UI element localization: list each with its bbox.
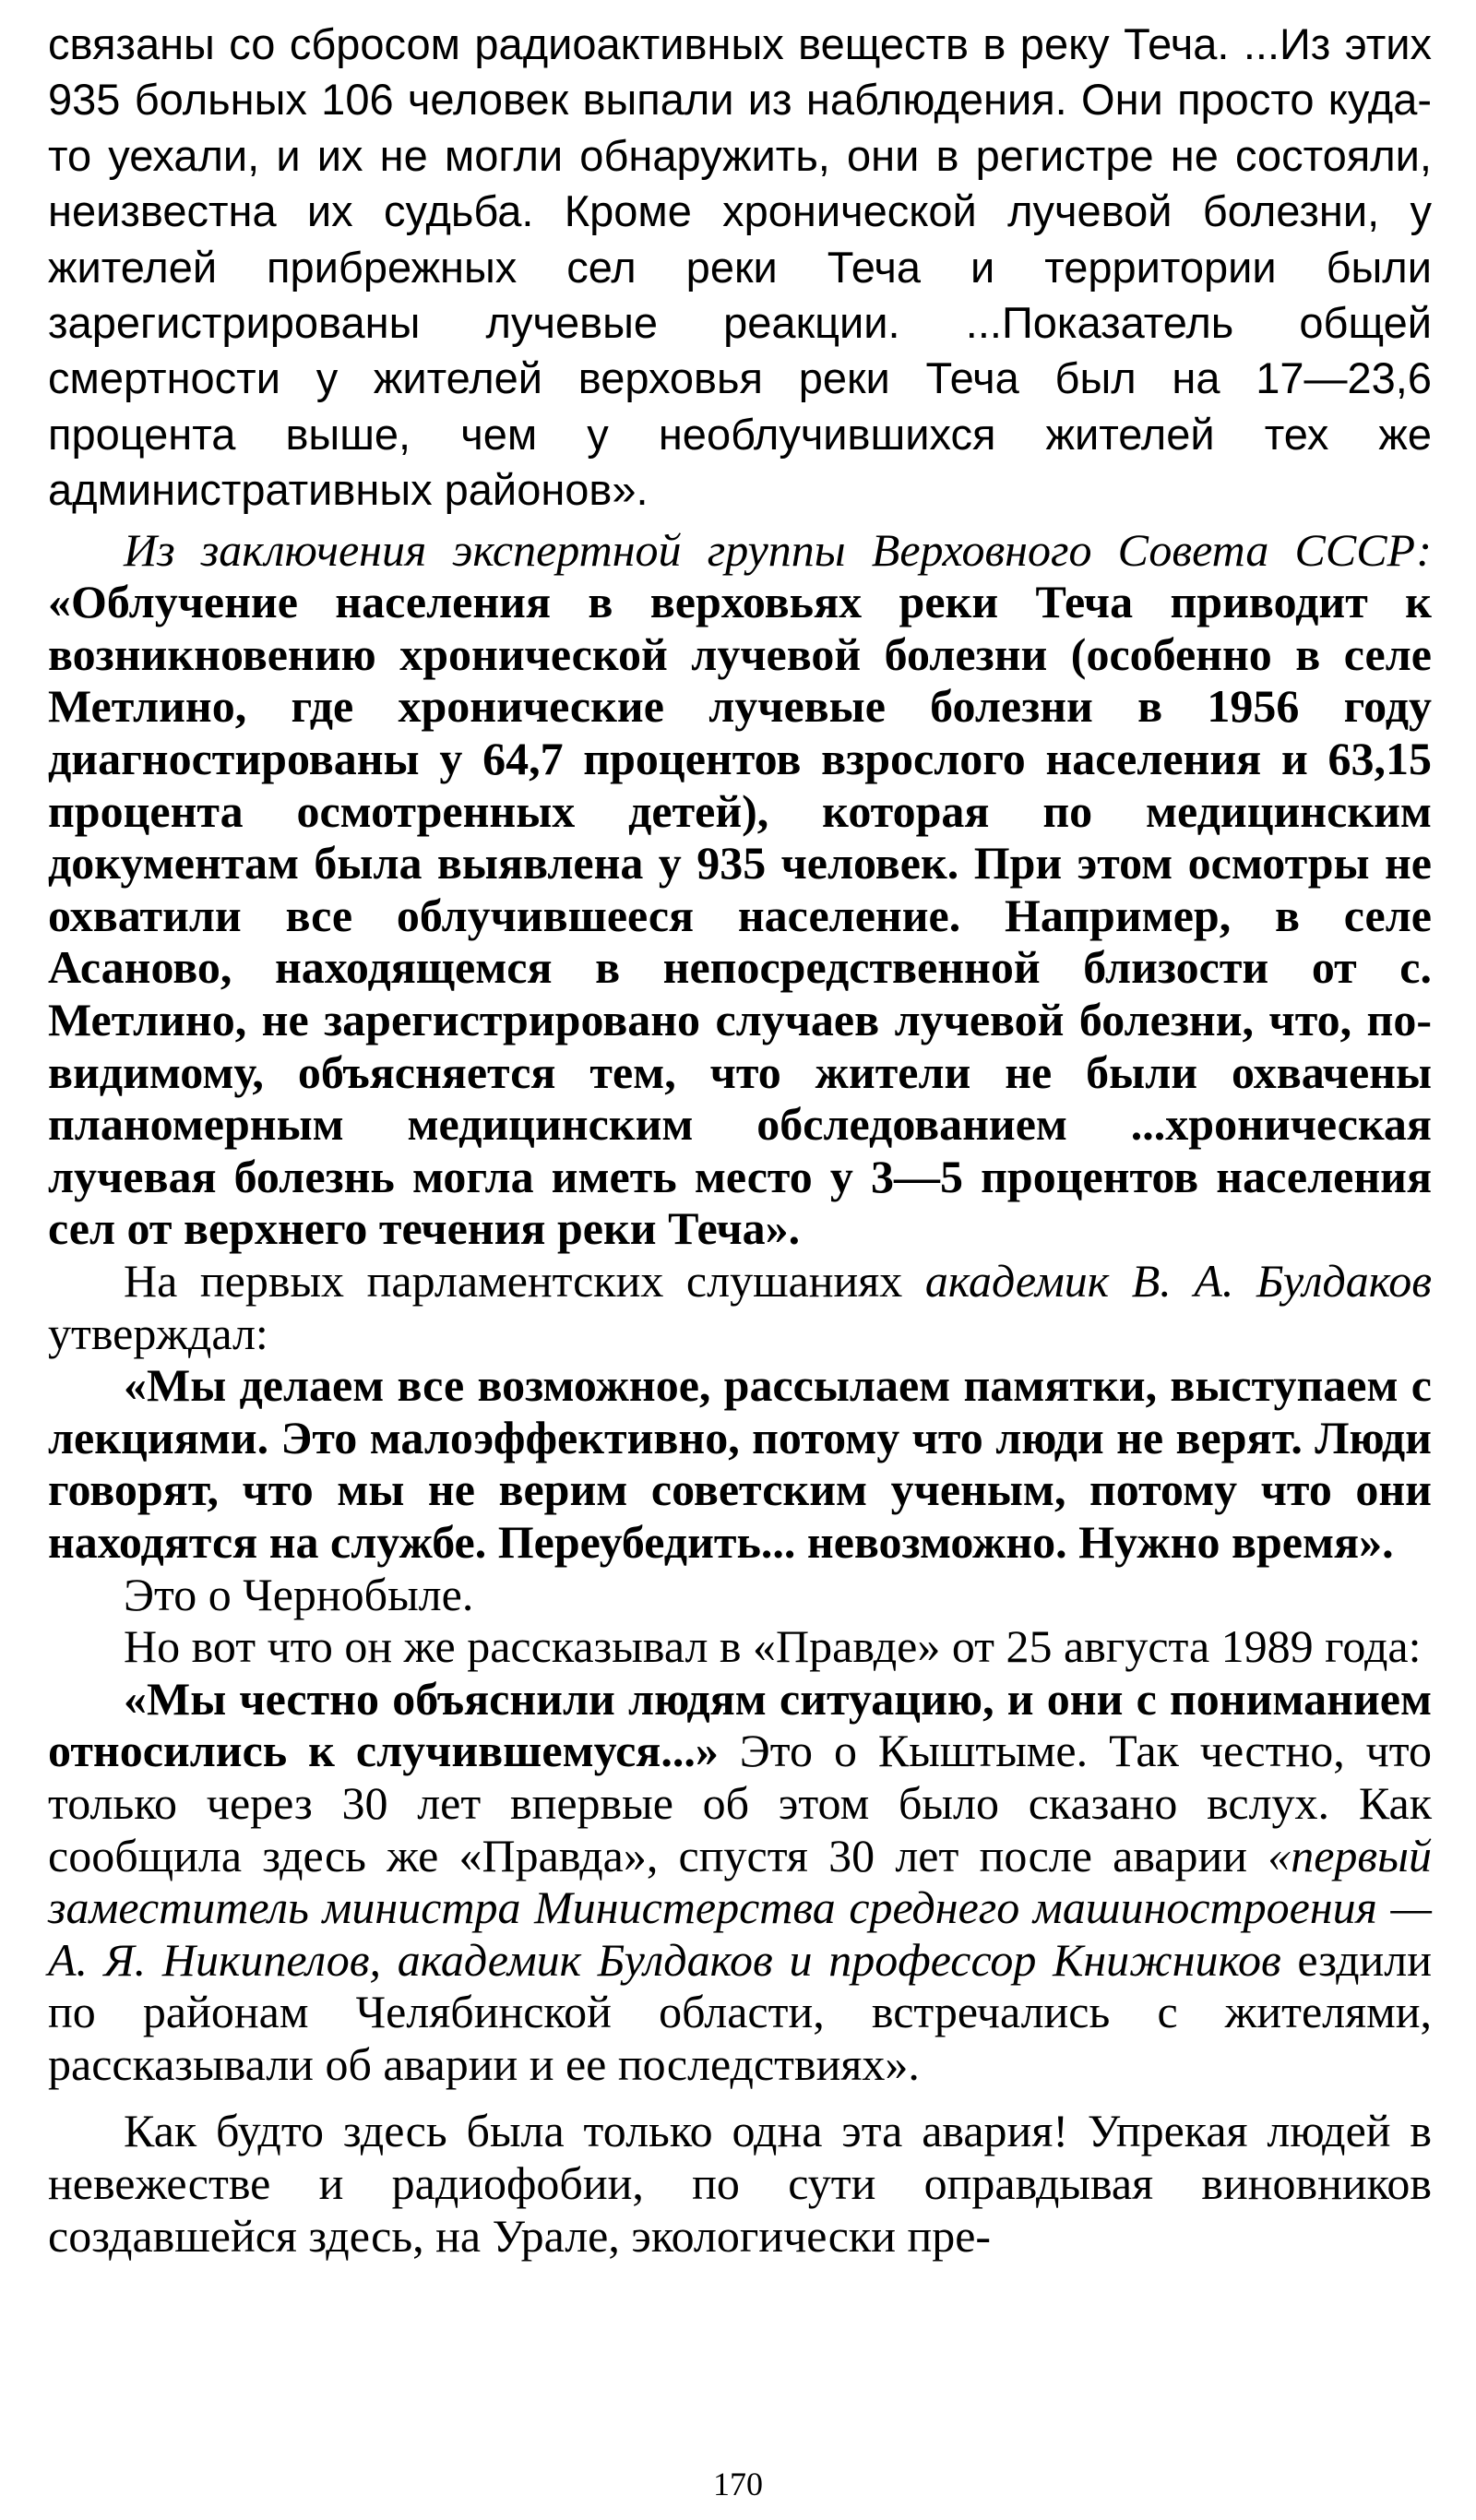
paragraph-buldakov-quote: [48, 1359, 1432, 1568]
text-run: Как будто здесь была только одна эта авария! Упрекая людей в невежестве и радиофобии, по сути оправдывая виновников создавшейся здесь, на Урале, экологически пре-: [48, 2105, 1432, 2262]
text-run: Это о Чернобыле.: [124, 1568, 474, 1620]
paragraph-quote-continuation: [48, 17, 1432, 519]
text-run-bold: «Мы честно объяснили людям ситуацию, и они с пониманием относились к случившемуся...»: [48, 1672, 1432, 1777]
paragraph-chernobyl-note: [48, 1569, 1432, 1621]
text-run: ездили по районам Челябинской области, встречались с жителями, рассказывали об аварии и ее последствиях».: [48, 1933, 1432, 2090]
page-number: 170: [713, 2466, 763, 2502]
text-run-bold: «Мы делаем все возможное, рассылаем памятки, выступаем с лекциями. Это малоэффективно, потому что люди не верят. Люди говорят, что мы не верим советским ученым, потому что они находятся на службе. Переубедить... невозможно. Нужно время».: [48, 1359, 1432, 1568]
text-run-bold: «Облучение населения в верховьях реки Теча приводит к возникновению хронической лучевой болезни (особенно в селе Метлино, где хронические лучевые болезни в 1956 году диагностированы у 64,7 процентов взрослого населения и 63,15 процента осмотренных детей), которая по медицинским документам была выявлена у 935 человек. При этом осмотры не охватили все облучившееся население. Например, в селе Асаново, находящемся в непосредственной близости от с. Метлино, не зарегистрировано случаев лучевой болезни, что, по-видимому, объясняется тем, что жители не были охвачены планомерным медицинским обследованием ...хроническая лучевая болезнь могла иметь место у 3—5 процентов населения сел от верхнего течения реки Теча».: [48, 576, 1432, 1255]
paragraph-final: [48, 2105, 1432, 2262]
text-run: утверждал:: [48, 1307, 268, 1359]
paragraph-pravda-intro: [48, 1620, 1432, 1673]
paragraph-parliament-hearings: [48, 1255, 1432, 1359]
text-run: связаны со сбросом радиоактивных веществ в реку Теча. ...Из этих 935 больных 106 человек выпали из наблюдения. Они просто куда-то уехали, и их не могли обнаружить, они в регистре не состояли, неизвестна их судьба. Кроме хронической лучевой болезни, у жителей прибрежных сел реки Теча и территории были зарегистрированы лучевые реакции. ...Показатель общей смертности у жителей верховья реки Теча был на 17—23,6 процента выше, чем у необлучившихся жителей тех же административных районов».: [48, 19, 1432, 515]
text-run: Это о Кыштыме. Так честно, что только через 30 лет впервые об этом было сказано вслух. Как сообщила здесь же «Правда», спустя 30 лет после аварии: [48, 1725, 1432, 1881]
paragraph-kyshtym: [48, 1673, 1432, 2091]
text-run-italic: Из заключения экспертной группы Верховного Совета СССР:: [124, 523, 1432, 576]
book-page-text: [48, 17, 1432, 2262]
paragraph-expert-group-conclusion: [48, 524, 1432, 1255]
text-run-italic: академик В. А. Булдаков: [924, 1254, 1432, 1307]
text-run-italic: «первый заместитель министра Министерства среднего машиностроения — А. Я. Никипелов, академик Булдаков и профессор Книжников: [48, 1829, 1432, 1986]
text-run: Но вот что он же рассказывал в «Правде» от 25 августа 1989 года:: [124, 1620, 1422, 1673]
text-run: На первых парламентских слушаниях: [124, 1254, 925, 1307]
